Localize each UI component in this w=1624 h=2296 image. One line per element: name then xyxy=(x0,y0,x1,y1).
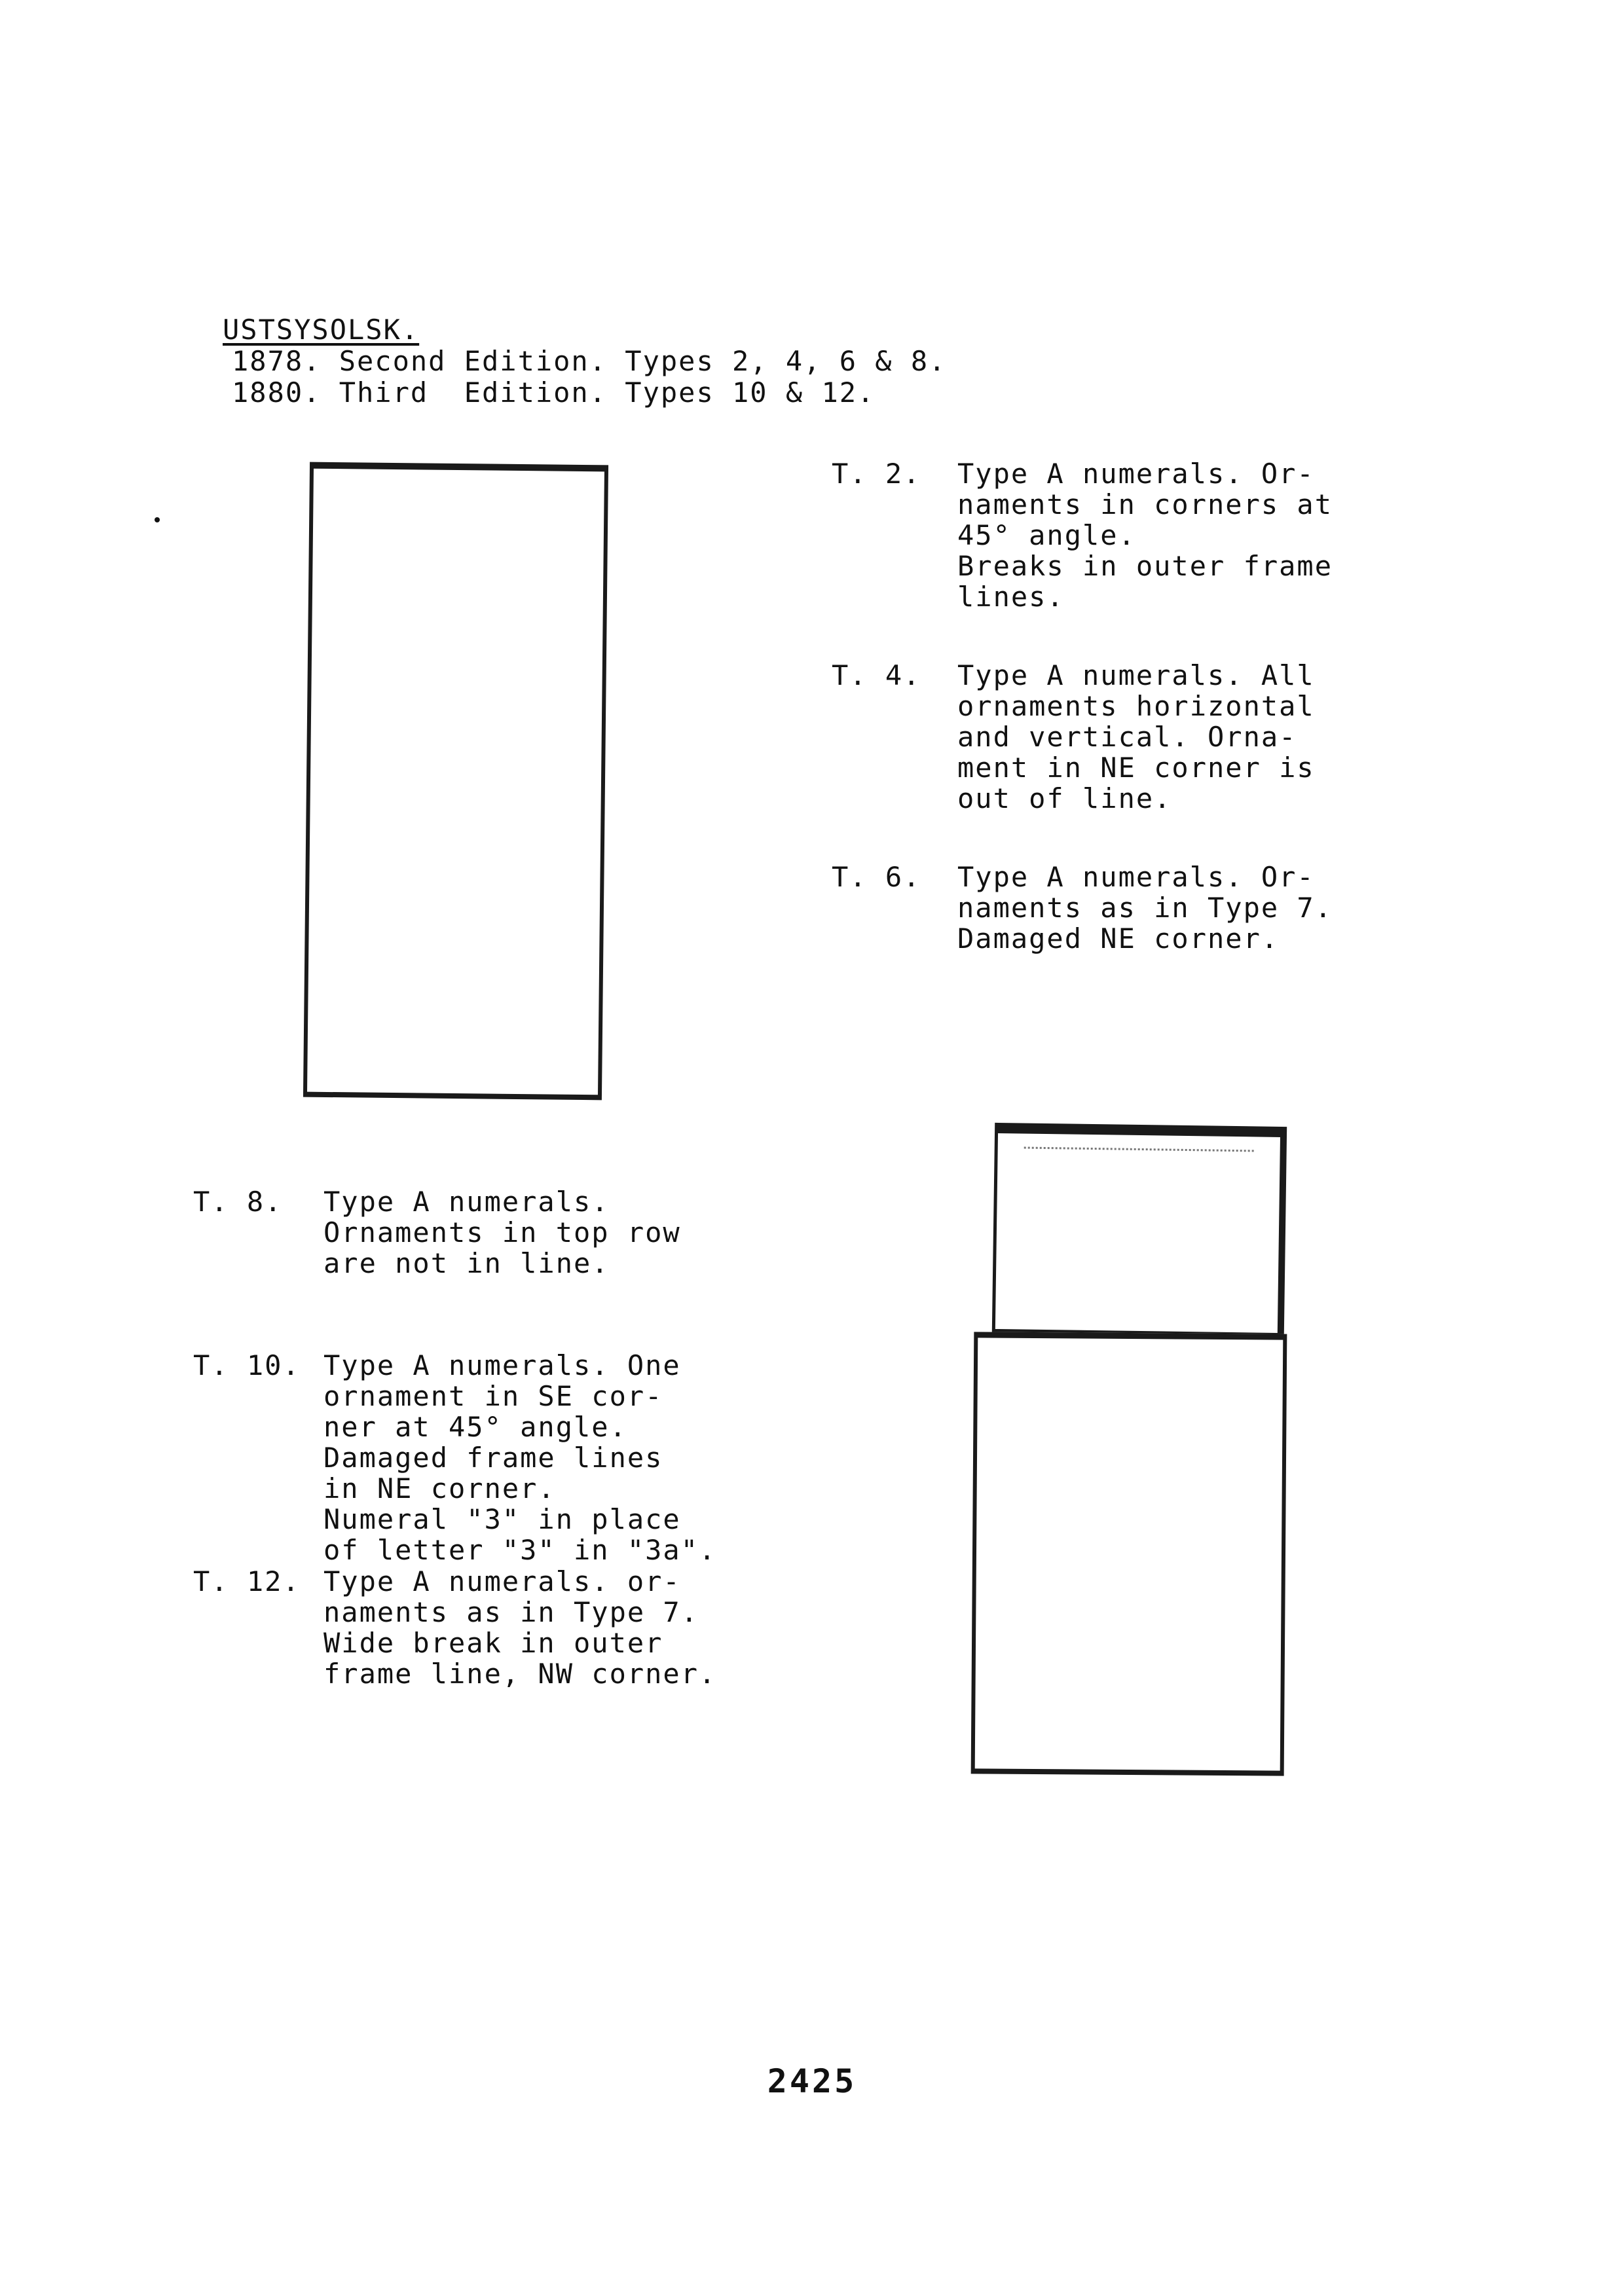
entry-line: Damaged frame lines xyxy=(323,1442,663,1474)
entry-line: out of line. xyxy=(957,782,1172,814)
entry-text-t2 xyxy=(957,458,1365,612)
entry-line: Type A numerals. One xyxy=(323,1349,681,1381)
entry-line: ornament in SE cor- xyxy=(323,1380,663,1412)
entry-line: Wide break in outer xyxy=(323,1627,663,1659)
stamp-top-ornaments xyxy=(1024,1147,1254,1159)
entry-line: Breaks in outer frame xyxy=(957,550,1333,582)
entry-line: are not in line. xyxy=(323,1247,610,1279)
entry-line: Type A numerals. Or- xyxy=(957,861,1315,893)
entry-line: ornaments horizontal xyxy=(957,690,1315,722)
entry-line: ment in NE corner is xyxy=(957,752,1315,784)
entry-line: naments as in Type 7. xyxy=(957,892,1333,924)
margin-dot xyxy=(155,517,160,522)
edition-line-1878: 1878. Second Edition. Types 2, 4, 6 & 8. xyxy=(232,345,947,377)
entry-line: Type A numerals. or- xyxy=(323,1565,681,1597)
entry-line: Damaged NE corner. xyxy=(957,922,1280,955)
entry-label-t8: T. 8. xyxy=(193,1186,283,1218)
entry-line: naments in corners at xyxy=(957,488,1333,520)
entry-text-t4 xyxy=(957,660,1365,814)
entry-line: Type A numerals. xyxy=(323,1186,610,1218)
entry-label-t4: T. 4. xyxy=(832,659,921,691)
stamp-image-tall xyxy=(303,462,608,1101)
entry-label-t10: T. 10. xyxy=(193,1349,301,1381)
entry-text-t12 xyxy=(323,1566,743,1689)
entry-line: Type A numerals. Or- xyxy=(957,458,1315,490)
entry-line: Numeral "3" in place xyxy=(323,1503,681,1535)
entry-line: ner at 45° angle. xyxy=(323,1411,627,1443)
entry-label-t2: T. 2. xyxy=(832,458,921,490)
entry-text-t6 xyxy=(957,862,1365,954)
entry-line: of letter "3" in "3a". xyxy=(323,1534,717,1566)
entry-line: frame line, NW corner. xyxy=(323,1658,717,1690)
section-title: USTSYSOLSK. xyxy=(223,314,420,346)
entry-line: in NE corner. xyxy=(323,1472,556,1504)
entry-line: Type A numerals. All xyxy=(957,659,1315,691)
entry-label-t12: T. 12. xyxy=(193,1565,301,1597)
entry-text-t10 xyxy=(323,1350,743,1565)
entry-line: Ornaments in top row xyxy=(323,1216,681,1248)
entry-line: 45° angle. xyxy=(957,519,1136,551)
edition-line-1880: 1880. Third Edition. Types 10 & 12. xyxy=(232,376,876,409)
entry-line: naments as in Type 7. xyxy=(323,1596,699,1628)
entry-line: and vertical. Orna- xyxy=(957,721,1297,753)
entry-line: lines. xyxy=(957,581,1065,613)
entry-label-t6: T. 6. xyxy=(832,861,921,893)
entry-text-t8 xyxy=(323,1186,743,1279)
page-number: 2425 xyxy=(767,2062,857,2100)
stamp-image-large xyxy=(971,1332,1287,1776)
stamp-image-small xyxy=(992,1123,1287,1336)
